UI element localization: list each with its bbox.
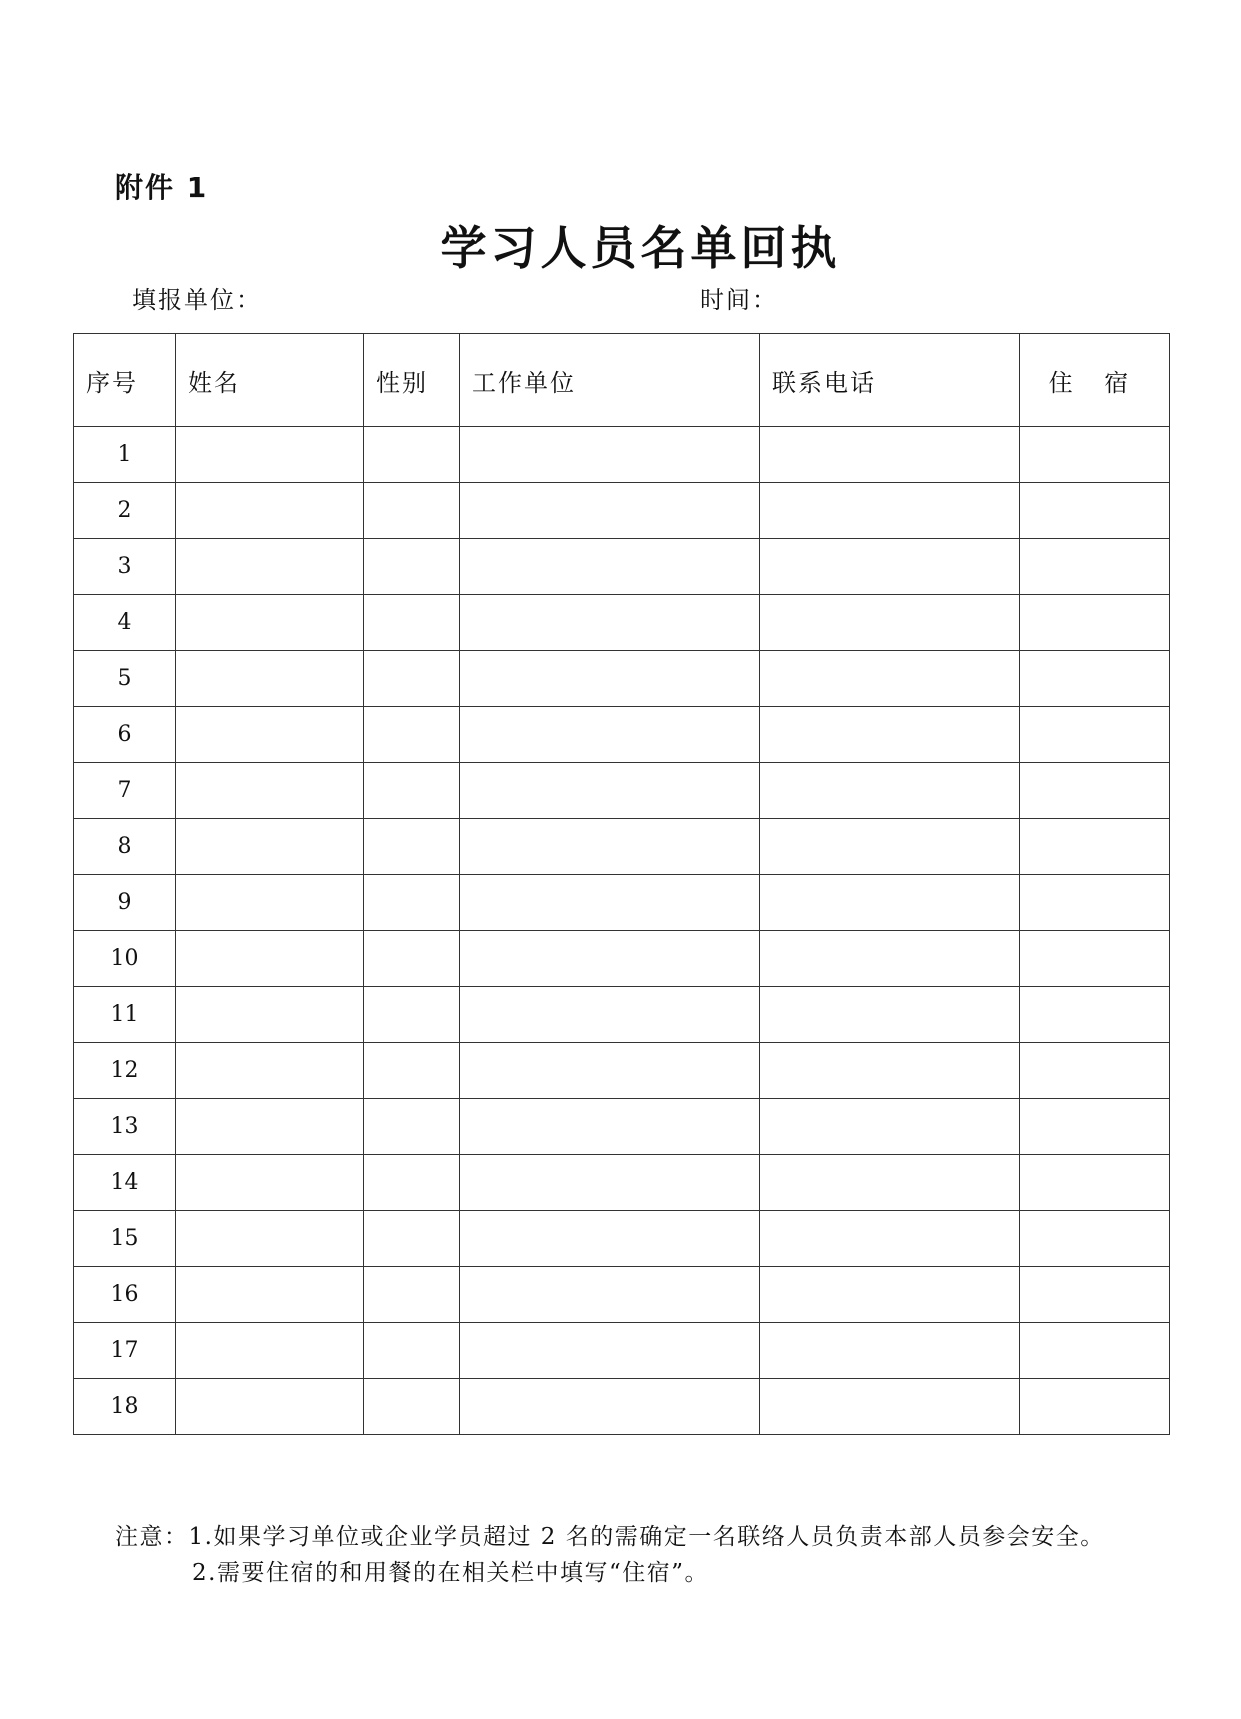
table-row (74, 1099, 1170, 1155)
cell-gender[interactable] (364, 1379, 460, 1435)
cell-lodging[interactable] (1020, 483, 1170, 539)
table-row (74, 427, 1170, 483)
table-row (74, 763, 1170, 819)
cell-lodging[interactable] (1020, 1379, 1170, 1435)
row-serial: 17 (74, 1323, 176, 1379)
table-row (74, 539, 1170, 595)
cell-lodging[interactable] (1020, 819, 1170, 875)
cell-name[interactable] (176, 987, 364, 1043)
cell-lodging[interactable] (1020, 595, 1170, 651)
time-label: 时间： (700, 286, 778, 314)
cell-phone[interactable] (760, 651, 1020, 707)
table-row (74, 1323, 1170, 1379)
table-row (74, 931, 1170, 987)
row-serial: 6 (74, 707, 176, 763)
cell-work-unit[interactable] (460, 763, 760, 819)
cell-gender[interactable] (364, 987, 460, 1043)
table-row (74, 1267, 1170, 1323)
cell-gender[interactable] (364, 875, 460, 931)
cell-name[interactable] (176, 1267, 364, 1323)
row-serial: 15 (74, 1211, 176, 1267)
cell-phone[interactable] (760, 1267, 1020, 1323)
row-serial: 8 (74, 819, 176, 875)
table-row (74, 819, 1170, 875)
cell-name[interactable] (176, 931, 364, 987)
row-serial: 5 (74, 651, 176, 707)
table-row (74, 651, 1170, 707)
cell-phone[interactable] (760, 1323, 1020, 1379)
notes (115, 1519, 1105, 1591)
cell-gender[interactable] (364, 1267, 460, 1323)
cell-lodging[interactable] (1020, 1155, 1170, 1211)
cell-gender[interactable] (364, 483, 460, 539)
page-title: 学习人员名单回执 (440, 221, 841, 275)
row-serial: 2 (74, 483, 176, 539)
cell-gender[interactable] (364, 651, 460, 707)
cell-work-unit[interactable] (460, 819, 760, 875)
row-serial: 13 (74, 1099, 176, 1155)
cell-gender[interactable] (364, 819, 460, 875)
cell-lodging[interactable] (1020, 875, 1170, 931)
cell-phone[interactable] (760, 819, 1020, 875)
cell-name[interactable] (176, 1099, 364, 1155)
cell-gender[interactable] (364, 1155, 460, 1211)
cell-gender[interactable] (364, 1323, 460, 1379)
fill-unit-label: 填报单位： (132, 286, 262, 314)
cell-phone[interactable] (760, 595, 1020, 651)
cell-name[interactable] (176, 539, 364, 595)
cell-work-unit[interactable] (460, 707, 760, 763)
cell-name[interactable] (176, 1323, 364, 1379)
cell-phone[interactable] (760, 763, 1020, 819)
cell-name[interactable] (176, 1211, 364, 1267)
cell-work-unit[interactable] (460, 931, 760, 987)
note-line-2: 2.需要住宿的和用餐的在相关栏中填写“住宿”。 (192, 1560, 709, 1586)
roster-table (73, 333, 1170, 1435)
table-row (74, 1155, 1170, 1211)
cell-phone[interactable] (760, 1155, 1020, 1211)
cell-work-unit[interactable] (460, 1043, 760, 1099)
row-serial: 12 (74, 1043, 176, 1099)
cell-gender[interactable] (364, 931, 460, 987)
cell-work-unit[interactable] (460, 539, 760, 595)
table-header-row (74, 334, 1170, 427)
header-phone: 联系电话 (760, 334, 1020, 427)
cell-phone[interactable] (760, 427, 1020, 483)
cell-name[interactable] (176, 651, 364, 707)
cell-name[interactable] (176, 707, 364, 763)
cell-gender[interactable] (364, 1211, 460, 1267)
header-work-unit: 工作单位 (460, 334, 760, 427)
header-gender: 性别 (364, 334, 460, 427)
cell-gender[interactable] (364, 427, 460, 483)
attachment-label: 附件 1 (115, 171, 209, 204)
cell-gender[interactable] (364, 595, 460, 651)
table-row (74, 1043, 1170, 1099)
cell-phone[interactable] (760, 539, 1020, 595)
cell-lodging[interactable] (1020, 1267, 1170, 1323)
row-serial: 9 (74, 875, 176, 931)
cell-work-unit[interactable] (460, 987, 760, 1043)
cell-gender[interactable] (364, 539, 460, 595)
cell-work-unit[interactable] (460, 875, 760, 931)
header-name: 姓名 (176, 334, 364, 427)
cell-gender[interactable] (364, 1099, 460, 1155)
cell-work-unit[interactable] (460, 1099, 760, 1155)
row-serial: 11 (74, 987, 176, 1043)
cell-name[interactable] (176, 1155, 364, 1211)
cell-name[interactable] (176, 1043, 364, 1099)
cell-phone[interactable] (760, 987, 1020, 1043)
cell-lodging[interactable] (1020, 931, 1170, 987)
cell-name[interactable] (176, 427, 364, 483)
cell-work-unit[interactable] (460, 651, 760, 707)
table-row (74, 875, 1170, 931)
row-serial: 14 (74, 1155, 176, 1211)
cell-work-unit[interactable] (460, 483, 760, 539)
header-lodging: 住 宿 (1020, 334, 1170, 427)
cell-lodging[interactable] (1020, 539, 1170, 595)
cell-lodging[interactable] (1020, 1323, 1170, 1379)
cell-lodging[interactable] (1020, 707, 1170, 763)
cell-phone[interactable] (760, 483, 1020, 539)
table-row (74, 483, 1170, 539)
cell-phone[interactable] (760, 1043, 1020, 1099)
cell-phone[interactable] (760, 1099, 1020, 1155)
row-serial: 10 (74, 931, 176, 987)
cell-gender[interactable] (364, 763, 460, 819)
table-row (74, 987, 1170, 1043)
cell-lodging[interactable] (1020, 987, 1170, 1043)
cell-gender[interactable] (364, 1043, 460, 1099)
cell-name[interactable] (176, 1379, 364, 1435)
cell-work-unit[interactable] (460, 1267, 760, 1323)
table-row (74, 707, 1170, 763)
cell-lodging[interactable] (1020, 763, 1170, 819)
cell-phone[interactable] (760, 931, 1020, 987)
cell-name[interactable] (176, 875, 364, 931)
cell-phone[interactable] (760, 1211, 1020, 1267)
cell-gender[interactable] (364, 707, 460, 763)
row-serial: 7 (74, 763, 176, 819)
row-serial: 18 (74, 1379, 176, 1435)
cell-work-unit[interactable] (460, 1323, 760, 1379)
cell-work-unit[interactable] (460, 427, 760, 483)
cell-lodging[interactable] (1020, 1099, 1170, 1155)
cell-name[interactable] (176, 595, 364, 651)
row-serial: 16 (74, 1267, 176, 1323)
cell-work-unit[interactable] (460, 1155, 760, 1211)
cell-phone[interactable] (760, 707, 1020, 763)
cell-work-unit[interactable] (460, 1211, 760, 1267)
row-serial: 4 (74, 595, 176, 651)
cell-work-unit[interactable] (460, 595, 760, 651)
table-row (74, 595, 1170, 651)
cell-lodging[interactable] (1020, 427, 1170, 483)
table-row (74, 1211, 1170, 1267)
cell-lodging[interactable] (1020, 1211, 1170, 1267)
cell-name[interactable] (176, 819, 364, 875)
note-line-1: 注意：1.如果学习单位或企业学员超过 2 名的需确定一名联络人员负责本部人员参会安全。 (115, 1524, 1105, 1550)
header-serial: 序号 (74, 334, 176, 427)
row-serial: 1 (74, 427, 176, 483)
cell-phone[interactable] (760, 1379, 1020, 1435)
cell-name[interactable] (176, 763, 364, 819)
cell-lodging[interactable] (1020, 651, 1170, 707)
table-row (74, 1379, 1170, 1435)
cell-name[interactable] (176, 483, 364, 539)
cell-work-unit[interactable] (460, 1379, 760, 1435)
row-serial: 3 (74, 539, 176, 595)
cell-lodging[interactable] (1020, 1043, 1170, 1099)
cell-phone[interactable] (760, 875, 1020, 931)
